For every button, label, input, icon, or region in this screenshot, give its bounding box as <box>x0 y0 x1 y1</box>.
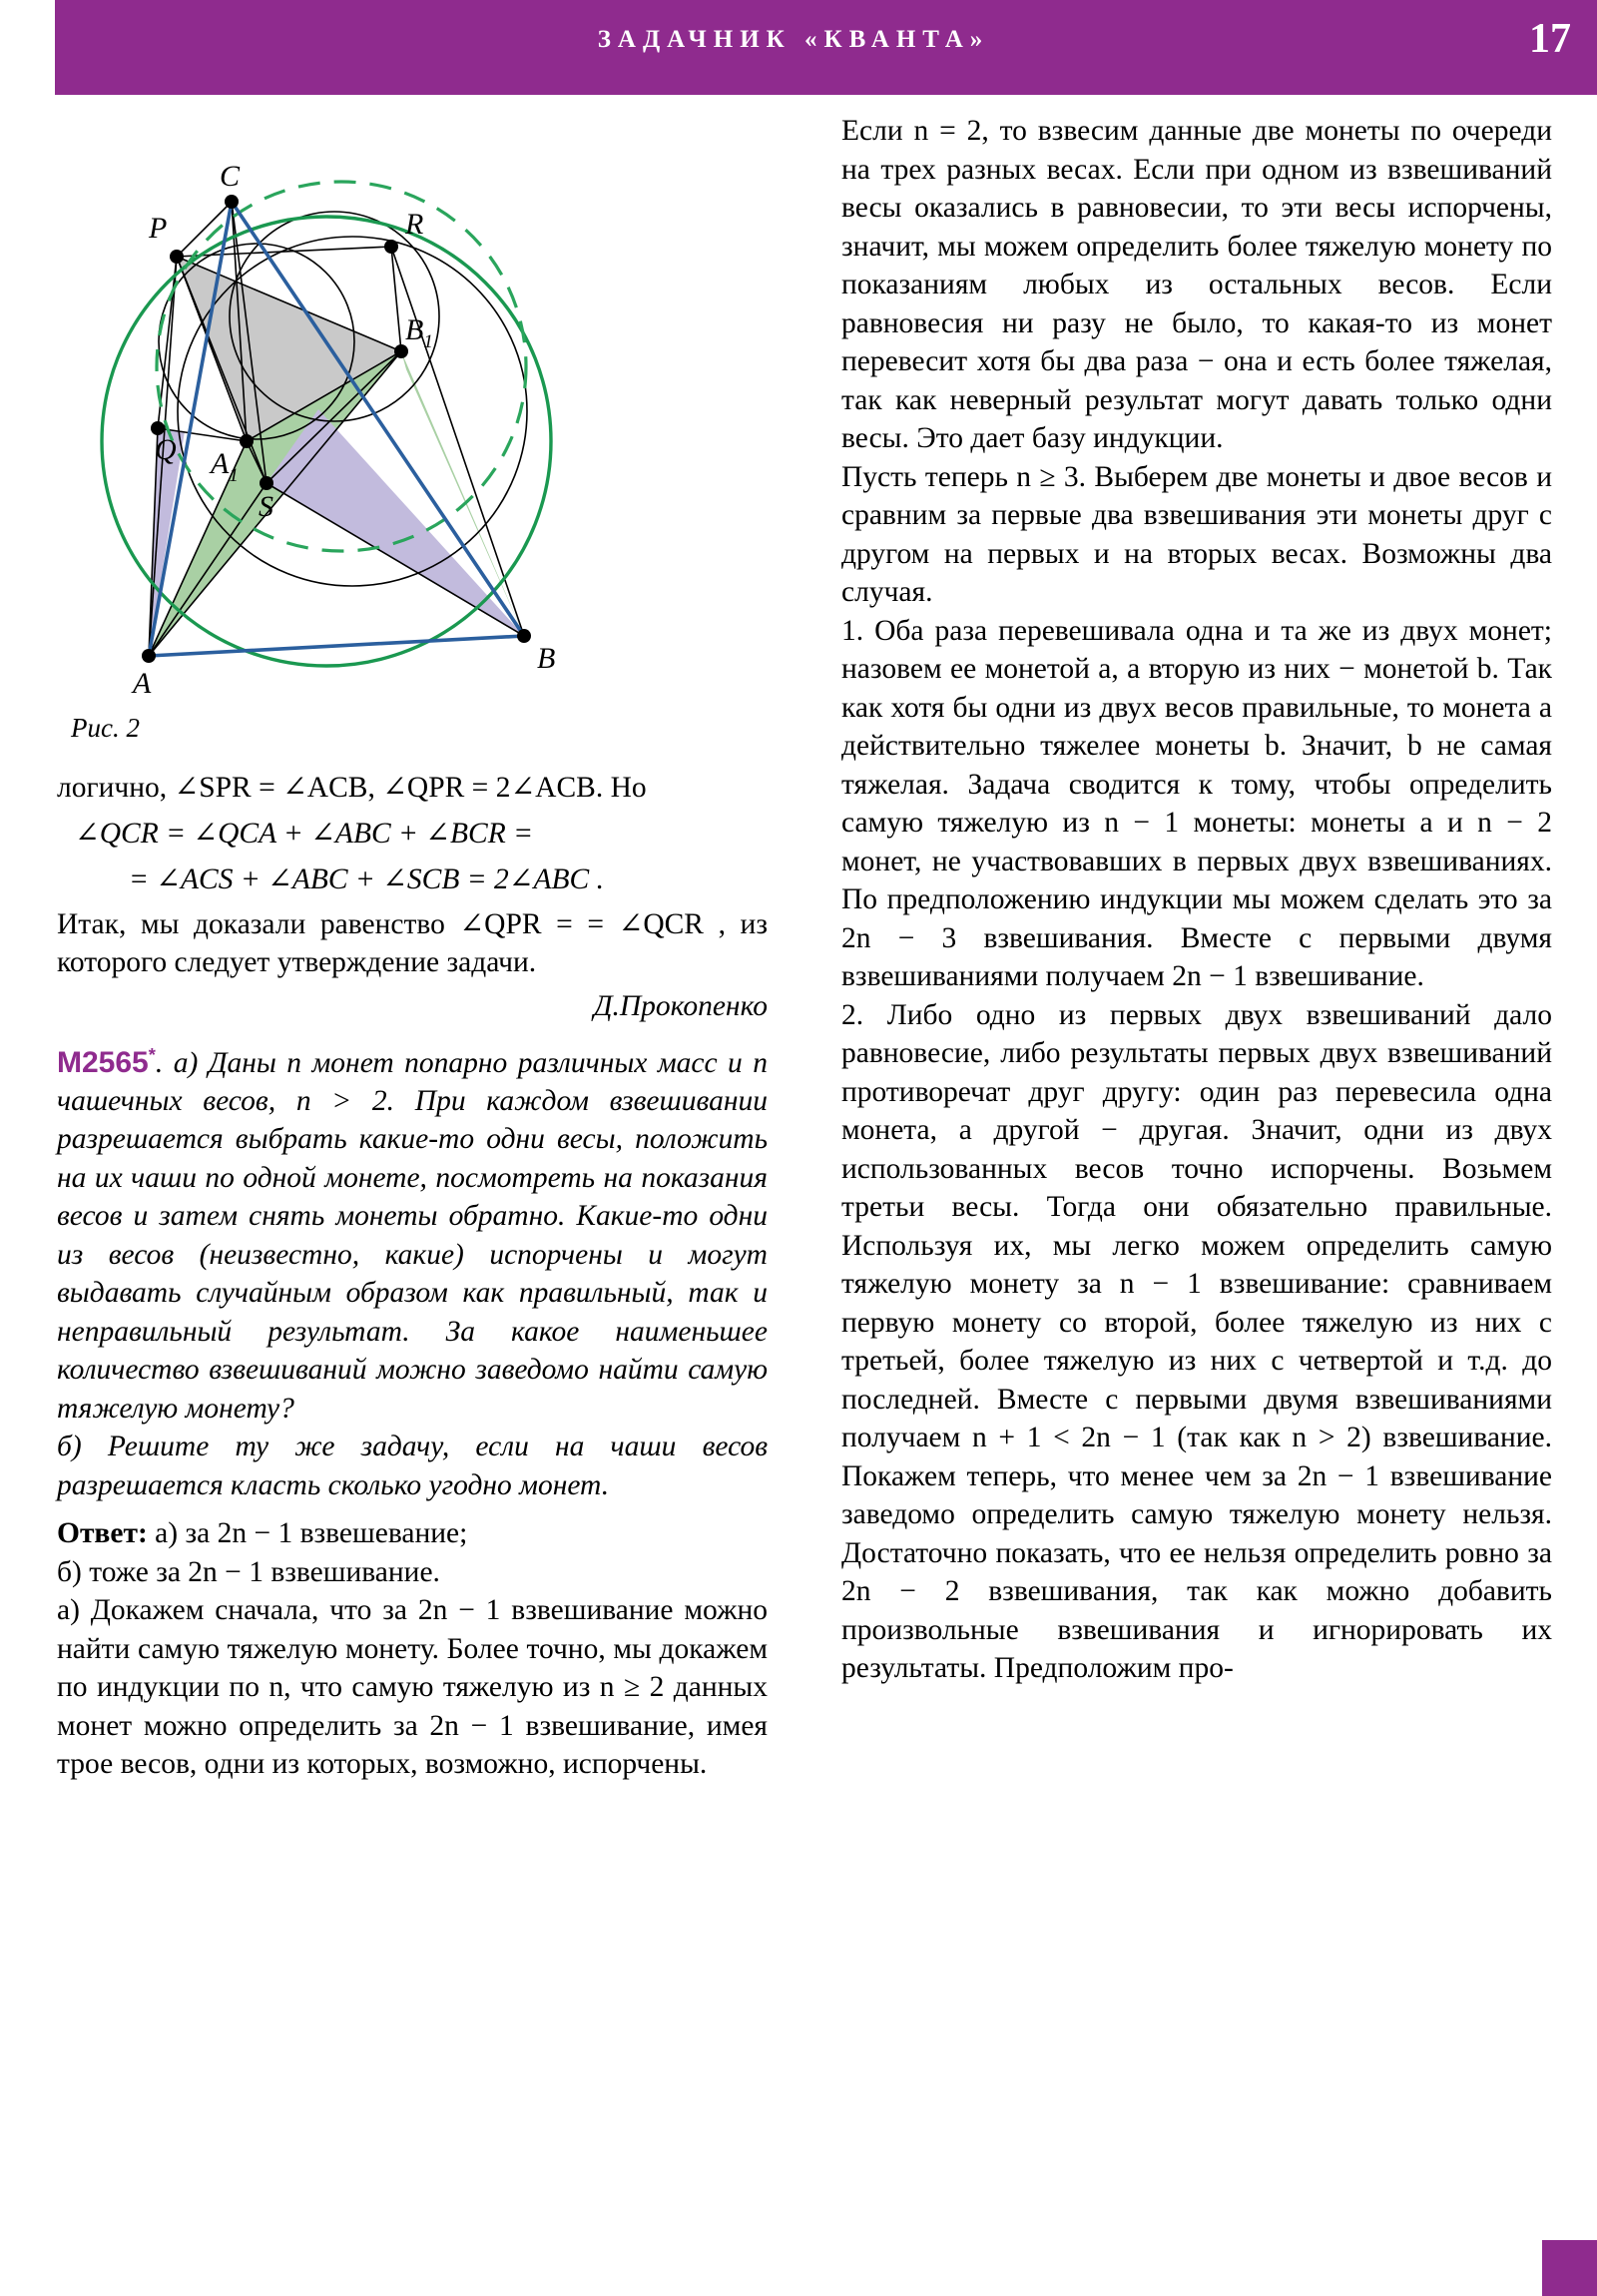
answer-line-a <box>57 1514 768 1553</box>
problem-star: * <box>148 1043 156 1065</box>
vertex-b1 <box>394 344 408 358</box>
problem-label-dot: . <box>155 1046 164 1079</box>
right-column <box>841 112 1552 1688</box>
label-c: C <box>220 160 241 193</box>
equation-qcr-line1: ∠QCR = ∠QCA + ∠ABC + ∠BCR = <box>75 817 534 850</box>
right-paragraph-3: 1. Оба раза перевешивала одна и та же из двух монет; назовем ее монетой a, а вторую из них − монетой b. Так как хотя бы одни из двух весов правильные, то монета a действительно тяжелее монеты b. Значит, b не самая тяжелая. Задача сводится к тому, чтобы определить самую тяжелую из n − 1 монеты: монеты a и n − 2 монет, не участвовавших в первых двух взвешиваниях. По предположению индукции мы можем сделать это за 2n − 3 взвешивания. Вместе с первыми двумя взвешиваниями получаем 2n − 1 взвешивание. <box>841 614 1552 992</box>
paragraph-itak: Итак, мы доказали равенство ∠QPR = = ∠QCR , из которого следует утверждение задачи. <box>57 907 768 978</box>
right-paragraph-4: 2. Либо одно из первых двух взвешиваний дало равновесие, либо результаты первых двух взвешиваний противоречат друг другу: один раз перевесила одна монета, а другой − другая. Значит, одни из двух использованных весов точно испорчены. Возьмем третьи весы. Тогда они обязательно правильные. Используя их, мы легко можем определить самую тяжелую монету за n − 1 взвешивание: сравниваем первую монету со второй, более тяжелую из них с третьей, более тяжелую из них с четвертой и т.д. до последней. Вместе с первыми двумя взвешиваниями получаем n + 1 < 2n − 1 (так как n > 2) взвешивание. Покажем теперь, что менее чем за 2n − 1 взвешивание заведомо определить самую тяжелую монету нельзя. Достаточно показать, что ее нельзя определить ровно за 2n − 2 взвешивания, так как можно добавить произвольные взвешивания и игнорировать их результаты. Предположим про- <box>841 998 1552 1684</box>
vertex-c <box>225 195 239 209</box>
author-signature: Д.Прокопенко <box>593 989 768 1022</box>
segment-a-b-blue <box>149 636 524 656</box>
equation-qcr-line2: = ∠ACS + ∠ABC + ∠SCB = 2∠ABC . <box>129 862 604 895</box>
answer-line-b: б) тоже за 2n − 1 взвешивание. <box>57 1555 440 1588</box>
vertex-a <box>142 649 156 663</box>
label-b1: $B_1$ <box>405 313 433 352</box>
geometry-figure <box>57 112 768 751</box>
vertex-b <box>517 629 531 643</box>
problem-m2565 <box>57 1036 768 1429</box>
problem-part-b: б) Решите ту же задачу, если на чаши весов разрешается класть сколько угодно монет. <box>57 1431 768 1501</box>
label-a: A <box>133 667 152 700</box>
header-title: ЗАДАЧНИК «КВАНТА» <box>597 26 990 53</box>
right-paragraph-1: Если n = 2, то взвесим данные две монеты по очереди на трех разных весах. Если при одном из взвешиваний весы оказались в равновесии, то эти весы испорчены, значит, мы можем определить более тяжелую монету по показаниям любых из остальных весов. Если равновесия ни разу не было, то какая-то из монет перевесит хотя бы два раза − она и есть более тяжелая, так как неверный результат могут давать только одни весы. Это дает базу индукции. <box>841 115 1552 454</box>
figure-point-labels <box>131 160 555 700</box>
paragraph-logично: логично, ∠SPR = ∠ACB, ∠QPR = 2∠ACB. Но <box>57 772 647 804</box>
label-p: P <box>149 212 168 245</box>
answer-label: Ответ: <box>57 1517 148 1550</box>
vertex-r <box>384 240 398 254</box>
label-s: S <box>259 490 273 523</box>
vertex-s <box>260 476 273 490</box>
problem-part-a: а) Даны n монет попарно различных масс и n чашечных весов, n > 2. При каждом взвешивании разрешается выбрать какие-то одни весы, положить на их чаши по одной монете, посмотреть на показания весов и затем снять монеты обратно. Какие-то одни из весов (неизвестно, какие) испорчены и могут выдавать случайным образом как правильный, так и неправильный результат. За какое наименьшее количество взвешиваний можно заведомо найти самую тяжелую монету? <box>57 1046 768 1425</box>
left-column <box>57 112 768 1784</box>
figure-caption: Рис. 2 <box>71 713 140 743</box>
problem-number-label: M2565 <box>57 1045 149 1079</box>
answer-text-a: а) за 2n − 1 взвешевание; <box>155 1517 468 1550</box>
label-q: Q <box>155 433 177 466</box>
page-header-bar <box>55 0 1597 95</box>
vertex-p <box>170 250 184 264</box>
corner-decoration-block <box>1542 2240 1597 2296</box>
page-number: 17 <box>1529 16 1571 62</box>
label-r: R <box>405 208 424 241</box>
solution-part-a: а) Докажем сначала, что за 2n − 1 взвешивание можно найти самую тяжелую монету. Более точно, мы докажем по индукции по n, что самую тяжелую из n ≥ 2 данных монет можно определить за 2n − 1 взвешивание, имея трое весов, одни из которых, возможно, испорчены. <box>57 1594 768 1781</box>
label-a1: $A_1$ <box>211 447 239 486</box>
label-b: B <box>537 642 556 675</box>
vertex-a1 <box>240 434 254 448</box>
right-paragraph-2: Пусть теперь n ≥ 3. Выберем две монеты и двое весов и сравним за первые два взвешивания эти монеты друг с другом на первых и на вторых весах. Возможны два случая. <box>841 460 1552 608</box>
